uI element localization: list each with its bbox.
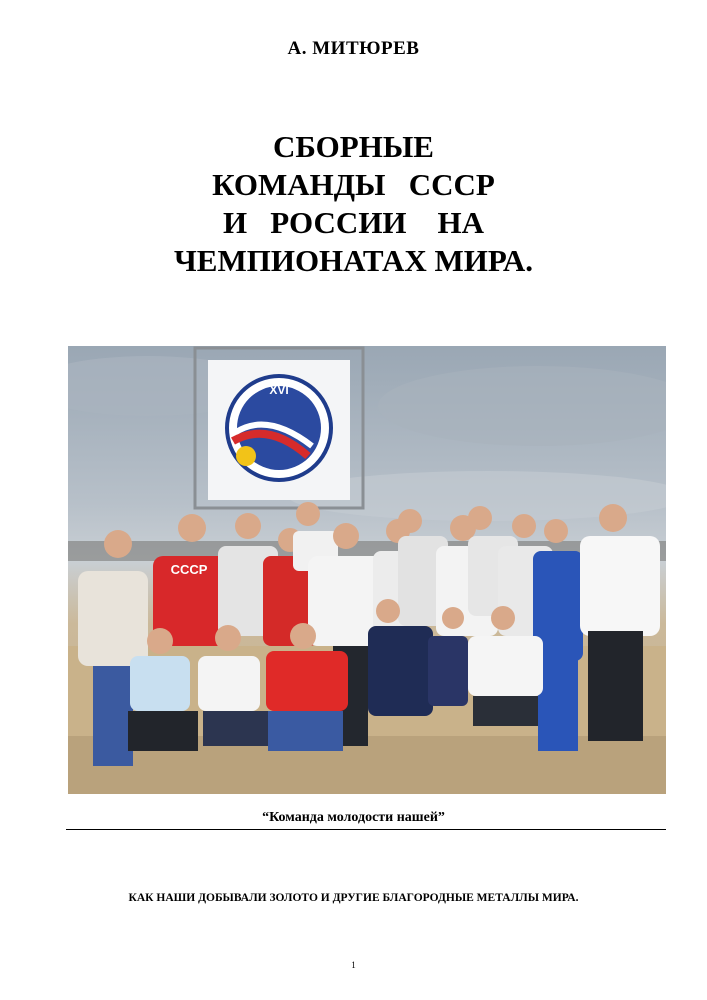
document-title: [0, 128, 707, 280]
author-name: А. МИТЮРЕВ: [287, 38, 420, 59]
title-line: И РОССИИ НА: [222, 205, 485, 240]
page-number: 1: [351, 960, 356, 970]
title-line: ЧЕМПИОНАТАХ МИРА.: [174, 243, 533, 278]
team-photo-illustration: [68, 346, 666, 794]
shirt-text: СССР: [170, 562, 208, 577]
title-line: КОМАНДЫ СССР: [212, 167, 495, 202]
subtitle: КАК НАШИ ДОБЫВАЛИ ЗОЛОТО И ДРУГИЕ БЛАГОРОДНЫЕ МЕТАЛЛЫ МИРА.: [128, 892, 579, 904]
championship-banner: [195, 348, 363, 508]
title-line: СБОРНЫЕ: [273, 129, 434, 164]
team-photo: [68, 346, 666, 794]
caption-divider: [66, 829, 666, 830]
photo-caption: “Команда молодости нашей”: [262, 810, 445, 825]
banner-number: XVI: [269, 383, 289, 397]
